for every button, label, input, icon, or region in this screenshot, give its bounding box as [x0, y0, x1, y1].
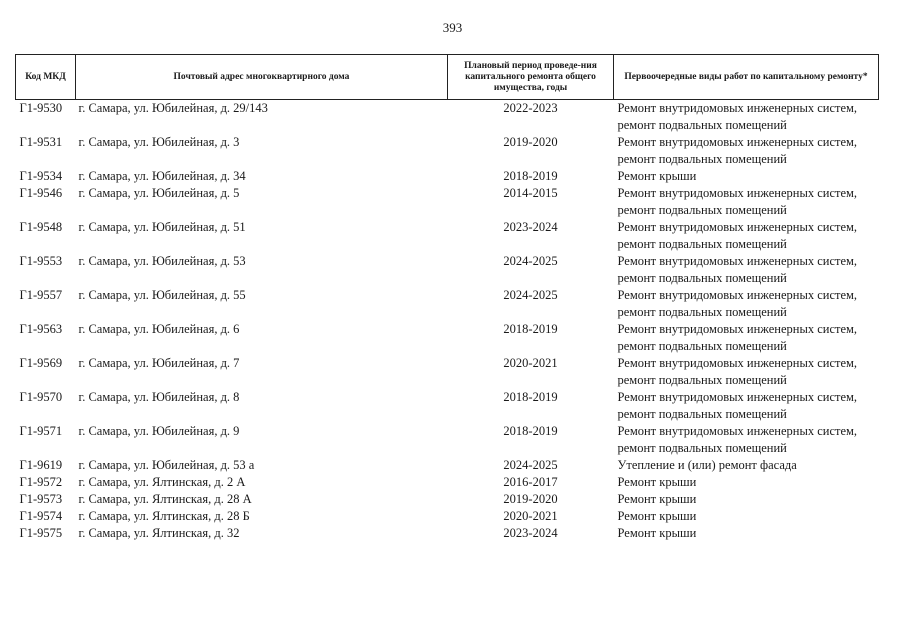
cell-works: Ремонт внутридомовых инженерных систем, ремонт подвальных помещений [617, 101, 858, 132]
cell-code: Г1-9563 [19, 322, 63, 336]
table-row [16, 168, 879, 185]
cell-works: Ремонт внутридомовых инженерных систем, ремонт подвальных помещений [617, 135, 858, 166]
cell-code: Г1-9572 [19, 475, 63, 489]
cell-code: Г1-9553 [19, 254, 63, 268]
table-row [16, 525, 879, 542]
cell-period: 2023-2024 [503, 220, 558, 234]
header-address: Почтовый адрес многоквартирного дома [76, 55, 448, 100]
page-number: 393 [442, 20, 463, 35]
cell-period: 2018-2019 [503, 322, 558, 336]
table-row [16, 457, 879, 474]
table-row [16, 185, 879, 219]
cell-code: Г1-9571 [19, 424, 63, 438]
cell-address: г. Самара, ул. Юбилейная, д. 34 [78, 169, 246, 183]
cell-works: Ремонт внутридомовых инженерных систем, ремонт подвальных помещений [617, 356, 858, 387]
header-works: Первоочередные виды работ по капитальному ремонту* [614, 55, 879, 100]
cell-code: Г1-9570 [19, 390, 63, 404]
cell-works: Ремонт внутридомовых инженерных систем, ремонт подвальных помещений [617, 254, 858, 285]
cell-address: г. Самара, ул. Юбилейная, д. 29/143 [78, 101, 268, 115]
cell-period: 2019-2020 [503, 135, 558, 149]
cell-address: г. Самара, ул. Юбилейная, д. 7 [78, 356, 240, 370]
table-row [16, 134, 879, 168]
table-row [16, 491, 879, 508]
cell-works: Ремонт крыши [617, 526, 697, 540]
cell-works: Ремонт крыши [617, 509, 697, 523]
cell-address: г. Самара, ул. Юбилейная, д. 53 [78, 254, 246, 268]
table-row [16, 219, 879, 253]
cell-code: Г1-9574 [19, 509, 63, 523]
cell-code: Г1-9575 [19, 526, 63, 540]
cell-code: Г1-9569 [19, 356, 63, 370]
cell-period: 2024-2025 [503, 458, 558, 472]
cell-period: 2020-2021 [503, 356, 558, 370]
cell-period: 2019-2020 [503, 492, 558, 506]
repair-schedule-table [15, 54, 879, 542]
cell-works: Ремонт внутридомовых инженерных систем, ремонт подвальных помещений [617, 424, 858, 455]
cell-address: г. Самара, ул. Юбилейная, д. 9 [78, 424, 240, 438]
cell-code: Г1-9557 [19, 288, 63, 302]
cell-period: 2018-2019 [503, 169, 558, 183]
cell-period: 2018-2019 [503, 424, 558, 438]
table-body [16, 100, 879, 543]
table-row [16, 423, 879, 457]
cell-period: 2024-2025 [503, 288, 558, 302]
cell-works: Утепление и (или) ремонт фасада [617, 458, 797, 472]
table-row [16, 355, 879, 389]
cell-works: Ремонт крыши [617, 169, 697, 183]
cell-period: 2020-2021 [503, 509, 558, 523]
header-row [16, 55, 879, 100]
cell-works: Ремонт внутридомовых инженерных систем, ремонт подвальных помещений [617, 288, 858, 319]
cell-period: 2016-2017 [503, 475, 558, 489]
cell-address: г. Самара, ул. Ялтинская, д. 2 А [78, 475, 246, 489]
cell-code: Г1-9546 [19, 186, 63, 200]
cell-works: Ремонт крыши [617, 492, 697, 506]
table-row [16, 100, 879, 135]
cell-address: г. Самара, ул. Ялтинская, д. 28 Б [78, 509, 250, 523]
cell-code: Г1-9573 [19, 492, 63, 506]
table-row [16, 287, 879, 321]
cell-works: Ремонт внутридомовых инженерных систем, ремонт подвальных помещений [617, 220, 858, 251]
cell-code: Г1-9531 [19, 135, 63, 149]
cell-address: г. Самара, ул. Юбилейная, д. 51 [78, 220, 246, 234]
cell-period: 2018-2019 [503, 390, 558, 404]
table-row [16, 389, 879, 423]
cell-address: г. Самара, ул. Юбилейная, д. 53 а [78, 458, 255, 472]
table-row [16, 321, 879, 355]
table-row [16, 508, 879, 525]
header-period: Плановый период проведе-ния капитального ремонта общего имущества, годы [448, 55, 614, 100]
cell-address: г. Самара, ул. Ялтинская, д. 28 А [78, 492, 252, 506]
cell-code: Г1-9530 [19, 101, 63, 115]
cell-code: Г1-9619 [19, 458, 63, 472]
cell-period: 2022-2023 [503, 101, 558, 115]
cell-address: г. Самара, ул. Юбилейная, д. 6 [78, 322, 240, 336]
cell-code: Г1-9548 [19, 220, 63, 234]
cell-period: 2024-2025 [503, 254, 558, 268]
cell-period: 2014-2015 [503, 186, 558, 200]
cell-address: г. Самара, ул. Юбилейная, д. 3 [78, 135, 240, 149]
cell-code: Г1-9534 [19, 169, 63, 183]
cell-works: Ремонт внутридомовых инженерных систем, ремонт подвальных помещений [617, 322, 858, 353]
header-code: Код МКД [16, 55, 76, 100]
cell-address: г. Самара, ул. Юбилейная, д. 8 [78, 390, 240, 404]
cell-works: Ремонт внутридомовых инженерных систем, ремонт подвальных помещений [617, 390, 858, 421]
cell-works: Ремонт внутридомовых инженерных систем, ремонт подвальных помещений [617, 186, 858, 217]
table-header [16, 55, 879, 100]
table-row [16, 474, 879, 491]
table-row [16, 253, 879, 287]
cell-address: г. Самара, ул. Юбилейная, д. 55 [78, 288, 246, 302]
cell-address: г. Самара, ул. Юбилейная, д. 5 [78, 186, 240, 200]
cell-works: Ремонт крыши [617, 475, 697, 489]
cell-period: 2023-2024 [503, 526, 558, 540]
cell-address: г. Самара, ул. Ялтинская, д. 32 [78, 526, 240, 540]
